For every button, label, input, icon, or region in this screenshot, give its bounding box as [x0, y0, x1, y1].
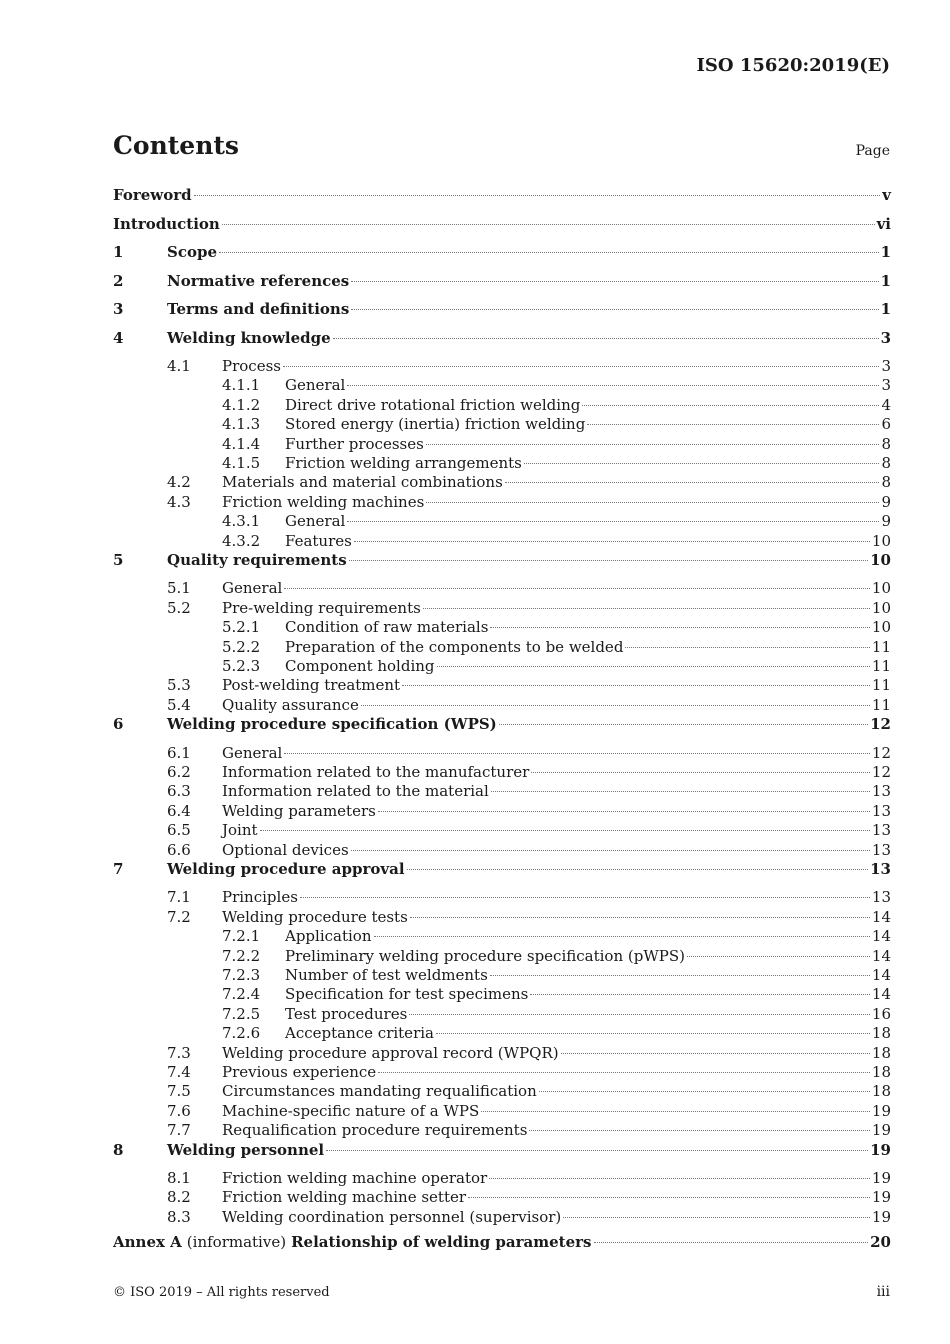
toc-entry-number: 7.2.1 — [222, 927, 261, 946]
toc-entry-number: 7.2.5 — [222, 1004, 261, 1023]
toc-entry-page: 3 — [880, 328, 891, 347]
toc-entry-title: General — [222, 579, 283, 598]
toc-entry-number: 3 — [113, 300, 124, 318]
toc-entry-title: Component holding — [285, 656, 435, 675]
dot-leader — [410, 917, 870, 918]
toc-entry-page: 10 — [871, 531, 891, 550]
toc-entry-title: Acceptance criteria — [285, 1024, 434, 1043]
dot-leader — [490, 627, 870, 628]
toc-entry-page: 18 — [871, 1043, 891, 1062]
toc-entry-page: 8 — [881, 453, 891, 472]
dot-leader — [374, 936, 870, 937]
dot-leader — [539, 1091, 870, 1092]
toc-entry[interactable] — [113, 1141, 891, 1170]
toc-entry-title: Post-welding treatment — [222, 676, 401, 695]
dot-leader — [491, 791, 870, 792]
annex-title: Relationship of welding parameters — [291, 1233, 592, 1252]
toc-entry-number: 6.5 — [167, 821, 191, 840]
dot-leader — [284, 753, 870, 754]
toc-entry-number: 7.2.4 — [222, 985, 261, 1004]
toc-entry-page: 19 — [871, 1101, 891, 1120]
toc-entry-page: 1 — [880, 271, 891, 290]
dot-leader — [333, 338, 879, 339]
toc-entry-number: 5.1 — [167, 579, 191, 598]
dot-leader — [300, 897, 870, 898]
toc-entry-page: 11 — [871, 676, 891, 695]
dot-leader — [361, 705, 870, 706]
toc-entry-page: 14 — [871, 966, 891, 985]
toc-entry-number: 5.2 — [167, 598, 191, 617]
dot-leader — [326, 1150, 868, 1151]
dot-leader — [222, 224, 875, 225]
dot-leader — [409, 1014, 870, 1015]
toc-entry-number: 4.1.2 — [222, 395, 261, 414]
toc-entry[interactable] — [113, 782, 891, 801]
toc-entry[interactable] — [113, 985, 891, 1004]
toc-entry-number: 7.3 — [167, 1043, 191, 1062]
toc-entry-title: Welding personnel — [167, 1140, 325, 1159]
toc-entry-number: 5.2.1 — [222, 618, 261, 637]
toc-entry-page: 19 — [871, 1188, 891, 1207]
toc-entry-number: 4.2 — [167, 473, 191, 492]
toc-entry-page: 3 — [881, 357, 891, 375]
toc-entry-number: 7.7 — [167, 1121, 191, 1140]
toc-entry-title: Quality assurance — [222, 695, 359, 714]
toc-entry-title: General — [285, 376, 346, 395]
toc-entry-number: 8.1 — [167, 1169, 191, 1188]
toc-entry[interactable] — [113, 1169, 891, 1188]
toc-entry[interactable] — [113, 243, 891, 272]
toc-entry-title: Test procedures — [285, 1004, 408, 1023]
toc-entry-title: Features — [285, 531, 352, 550]
toc-entry-number: 5 — [113, 550, 124, 569]
toc-entry-title: Preparation of the components to be welded — [285, 637, 624, 656]
dot-leader — [490, 975, 870, 976]
toc-entry[interactable] — [113, 860, 891, 889]
toc-entry-title: Welding procedure specification (WPS) — [167, 715, 497, 734]
dot-leader — [351, 281, 878, 282]
toc-entry-number: 7.2.6 — [222, 1024, 261, 1043]
toc-entry-title: Welding parameters — [222, 801, 376, 820]
toc-entry-page: 12 — [870, 715, 891, 734]
dot-leader — [505, 482, 880, 483]
toc-entry-number: 4.1.1 — [222, 376, 261, 395]
toc-entry[interactable] — [113, 638, 891, 657]
dot-leader — [347, 385, 879, 386]
toc-entry-page: 18 — [871, 1024, 891, 1043]
toc-entry-page: 1 — [880, 243, 891, 261]
toc-entry[interactable] — [113, 676, 891, 695]
toc-entry-title: Number of test weldments — [285, 966, 488, 985]
toc-entry[interactable] — [113, 415, 891, 434]
toc-entry-page: 11 — [871, 656, 891, 675]
toc-entry[interactable] — [113, 1005, 891, 1024]
toc-entry-number: 8.2 — [167, 1188, 191, 1207]
toc-entry-title: Pre-welding requirements — [222, 598, 421, 617]
toc-entry[interactable] — [113, 966, 891, 985]
toc-entry-page: 13 — [871, 821, 891, 840]
annex-note: (informative) — [186, 1233, 287, 1252]
toc-entry-page: 14 — [871, 985, 891, 1004]
toc-entry-title: Principles — [222, 888, 298, 907]
toc-entry-page: 8 — [881, 473, 891, 492]
toc-entry-title: General — [285, 512, 346, 531]
dot-leader — [625, 647, 869, 648]
dot-leader — [219, 252, 879, 253]
toc-entry-number: 7.5 — [167, 1082, 191, 1101]
toc-entry-page: 14 — [871, 927, 891, 946]
dot-leader — [561, 1053, 870, 1054]
dot-leader — [284, 588, 870, 589]
toc-entry-number: 4.1.5 — [222, 453, 261, 472]
toc-entry[interactable] — [113, 186, 891, 215]
toc-entry-title: Direct drive rotational friction welding — [285, 395, 581, 414]
toc-entry[interactable] — [113, 272, 891, 301]
toc-entry-number: 6.4 — [167, 801, 191, 820]
toc-entry[interactable] — [113, 1121, 891, 1140]
document-identifier: ISO 15620:2019(E) — [696, 55, 890, 76]
dot-leader — [351, 309, 878, 310]
toc-entry[interactable] — [113, 618, 891, 637]
dot-leader — [563, 1217, 870, 1218]
dot-leader — [426, 444, 880, 445]
toc-entry-page: 8 — [881, 434, 891, 453]
dot-leader — [587, 424, 879, 425]
toc-entry[interactable] — [113, 927, 891, 946]
toc-entry-title: Stored energy (inertia) friction welding — [285, 415, 586, 434]
dot-leader — [489, 1178, 870, 1179]
toc-entry-number: 7.1 — [167, 888, 191, 907]
dot-leader — [407, 869, 869, 870]
toc-entry-page: 13 — [870, 859, 891, 878]
dot-leader — [529, 1130, 870, 1131]
toc-entry[interactable] — [113, 1044, 891, 1063]
toc-entry[interactable] — [113, 512, 891, 531]
toc-entry-page: 4 — [881, 395, 891, 414]
toc-entry-title: Specification for test specimens — [285, 985, 529, 1004]
toc-entry[interactable] — [113, 599, 891, 618]
toc-entry-page: 10 — [871, 618, 891, 637]
copyright-notice: © ISO 2019 – All rights reserved — [113, 1285, 330, 1300]
toc-entry-number: 7.4 — [167, 1063, 191, 1081]
dot-leader — [499, 724, 868, 725]
toc-entry-number: 5.2.2 — [222, 637, 261, 656]
toc-entry-title: Materials and material combinations — [222, 473, 503, 492]
toc-entry[interactable] — [113, 551, 891, 580]
toc-entry-title: Welding knowledge — [167, 328, 331, 347]
table-of-contents — [113, 186, 891, 1262]
annex-label: Annex A — [113, 1233, 182, 1252]
toc-entry[interactable] — [113, 908, 891, 927]
dot-leader — [582, 405, 879, 406]
toc-entry-number: 7.2.3 — [222, 966, 261, 985]
toc-entry[interactable] — [113, 744, 891, 763]
toc-entry-title: Friction welding machines — [222, 492, 425, 511]
dot-leader — [349, 560, 868, 561]
page-number: iii — [876, 1284, 890, 1300]
toc-entry-page: 19 — [871, 1121, 891, 1140]
toc-entry-page: 13 — [871, 840, 891, 859]
toc-entry[interactable] — [113, 215, 891, 244]
dot-leader — [378, 1072, 870, 1073]
toc-entry-number: 1 — [113, 243, 124, 261]
toc-entry-number: 4.3.1 — [222, 512, 261, 531]
toc-entry-title: Scope — [167, 243, 218, 261]
toc-entry[interactable] — [113, 300, 891, 329]
toc-entry[interactable] — [113, 1102, 891, 1121]
toc-entry-page: 1 — [880, 300, 891, 318]
toc-entry-title: General — [222, 743, 283, 762]
toc-entry-title: Previous experience — [222, 1063, 377, 1081]
toc-entry-title: Requalification procedure requirements — [222, 1121, 528, 1140]
toc-entry-title: Information related to the material — [222, 782, 489, 801]
toc-entry-page: 10 — [870, 550, 891, 569]
dot-leader — [524, 463, 880, 464]
dot-leader — [436, 1033, 870, 1034]
toc-entry-number: 5.3 — [167, 676, 191, 695]
toc-entry[interactable] — [113, 657, 891, 676]
toc-entry-number: 7.2 — [167, 907, 191, 926]
toc-entry-page: 10 — [871, 598, 891, 617]
dot-leader — [687, 956, 870, 957]
dot-leader — [468, 1197, 870, 1198]
dot-leader — [351, 850, 870, 851]
toc-entry-page: 10 — [871, 579, 891, 598]
toc-entry-page: 6 — [881, 415, 891, 434]
toc-entry-number: 7.2.2 — [222, 946, 261, 965]
toc-entry-title: Friction welding arrangements — [285, 453, 522, 472]
toc-entry-number: 4.1.4 — [222, 434, 261, 453]
toc-entry-number: 6.2 — [167, 763, 191, 782]
toc-entry-number: 6 — [113, 715, 124, 734]
toc-entry-title: Friction welding machine setter — [222, 1188, 467, 1207]
toc-entry-title: Condition of raw materials — [285, 618, 489, 637]
dot-leader — [594, 1242, 869, 1243]
toc-entry-number: 6.6 — [167, 840, 191, 859]
toc-entry-title: Preliminary welding procedure specification (pWPS) — [285, 946, 685, 965]
page-title: Contents — [113, 131, 240, 160]
dot-leader — [530, 994, 870, 995]
toc-annex-entry[interactable] — [113, 1233, 891, 1262]
toc-entry[interactable] — [113, 1024, 891, 1043]
toc-entry[interactable] — [113, 1082, 891, 1101]
toc-entry-page: 13 — [871, 801, 891, 820]
dot-leader — [378, 811, 870, 812]
dot-leader — [437, 666, 870, 667]
toc-entry[interactable] — [113, 802, 891, 821]
dot-leader — [531, 772, 870, 773]
toc-entry-page: 11 — [871, 637, 891, 656]
toc-entry[interactable] — [113, 454, 891, 473]
toc-entry[interactable] — [113, 841, 891, 860]
toc-entry-title: Machine-specific nature of a WPS — [222, 1101, 480, 1120]
toc-entry[interactable] — [113, 821, 891, 840]
dot-leader — [354, 541, 870, 542]
dot-leader — [194, 195, 881, 196]
toc-entry[interactable] — [113, 696, 891, 715]
toc-entry-title: Quality requirements — [167, 550, 347, 569]
toc-entry-title: Circumstances mandating requalification — [222, 1082, 537, 1101]
toc-entry-title: Terms and definitions — [167, 300, 350, 318]
dot-leader — [481, 1111, 870, 1112]
toc-entry[interactable] — [113, 396, 891, 415]
toc-entry[interactable] — [113, 715, 891, 744]
toc-entry[interactable] — [113, 1208, 891, 1227]
toc-entry-page: 18 — [871, 1063, 891, 1081]
toc-entry-page: 14 — [871, 946, 891, 965]
toc-entry-page: 9 — [881, 512, 891, 531]
toc-entry-page: 19 — [871, 1207, 891, 1226]
annex-page: 20 — [870, 1233, 891, 1252]
toc-entry-number: 4.3 — [167, 492, 191, 511]
toc-entry[interactable] — [113, 435, 891, 454]
toc-entry-page: 12 — [871, 763, 891, 782]
toc-entry-number: 8 — [113, 1140, 124, 1159]
toc-entry[interactable] — [113, 376, 891, 395]
toc-entry-title: Process — [222, 357, 281, 375]
toc-entry-number: 4 — [113, 328, 124, 347]
toc-entry[interactable] — [113, 888, 891, 907]
toc-entry-title: Introduction — [113, 214, 220, 233]
toc-entry-title: Application — [285, 927, 372, 946]
toc-entry-title: Joint — [222, 821, 258, 840]
toc-entry-number: 7.6 — [167, 1101, 191, 1120]
toc-entry-number: 7 — [113, 859, 124, 878]
toc-entry-title: Welding coordination personnel (supervisor) — [222, 1207, 562, 1226]
toc-entry-number: 8.3 — [167, 1207, 191, 1226]
toc-entry-page: 19 — [870, 1140, 891, 1159]
toc-entry-page: 11 — [871, 695, 891, 714]
toc-entry-number: 5.2.3 — [222, 656, 261, 675]
toc-entry-title: Welding procedure approval record (WPQR) — [222, 1043, 559, 1062]
toc-entry[interactable] — [113, 579, 891, 598]
toc-entry[interactable] — [113, 473, 891, 492]
toc-entry[interactable] — [113, 947, 891, 966]
toc-entry-title: Foreword — [113, 186, 192, 204]
toc-entry-title: Welding procedure tests — [222, 907, 408, 926]
toc-entry-number: 4.1.3 — [222, 415, 261, 434]
dot-leader — [283, 366, 879, 367]
toc-entry-title: Information related to the manufacturer — [222, 763, 530, 782]
toc-entry-title: Friction welding machine operator — [222, 1169, 488, 1188]
toc-entry-title: Further processes — [285, 434, 424, 453]
toc-entry-number: 2 — [113, 271, 124, 290]
toc-entry-page: 3 — [881, 376, 891, 395]
toc-entry-number: 4.3.2 — [222, 531, 261, 550]
dot-leader — [426, 502, 879, 503]
toc-entry[interactable] — [113, 1188, 891, 1207]
toc-entry-page: 12 — [871, 743, 891, 762]
toc-entry-number: 4.1 — [167, 357, 191, 375]
toc-entry-title: Optional devices — [222, 840, 349, 859]
toc-entry-page: 16 — [871, 1004, 891, 1023]
toc-entry-page: 19 — [871, 1169, 891, 1188]
toc-entry[interactable] — [113, 493, 891, 512]
toc-entry-page: 9 — [881, 492, 891, 511]
dot-leader — [347, 521, 879, 522]
toc-entry-page: vi — [876, 214, 891, 233]
toc-entry[interactable] — [113, 763, 891, 782]
toc-entry[interactable] — [113, 1063, 891, 1082]
toc-entry-number: 6.3 — [167, 782, 191, 801]
toc-entry[interactable] — [113, 329, 891, 358]
dot-leader — [402, 685, 870, 686]
toc-entry-title: Welding procedure approval — [167, 859, 405, 878]
page-column-label: Page — [855, 143, 890, 159]
toc-entry-number: 5.4 — [167, 695, 191, 714]
toc-entry-page: 13 — [871, 782, 891, 801]
toc-entry-number: 6.1 — [167, 743, 191, 762]
toc-entry-page: v — [882, 186, 891, 204]
toc-entry-page: 13 — [871, 888, 891, 907]
dot-leader — [423, 608, 870, 609]
toc-entry-page: 18 — [871, 1082, 891, 1101]
dot-leader — [260, 830, 870, 831]
toc-entry[interactable] — [113, 357, 891, 376]
toc-entry-title: Normative references — [167, 271, 350, 290]
toc-entry[interactable] — [113, 532, 891, 551]
toc-entry-page: 14 — [871, 907, 891, 926]
